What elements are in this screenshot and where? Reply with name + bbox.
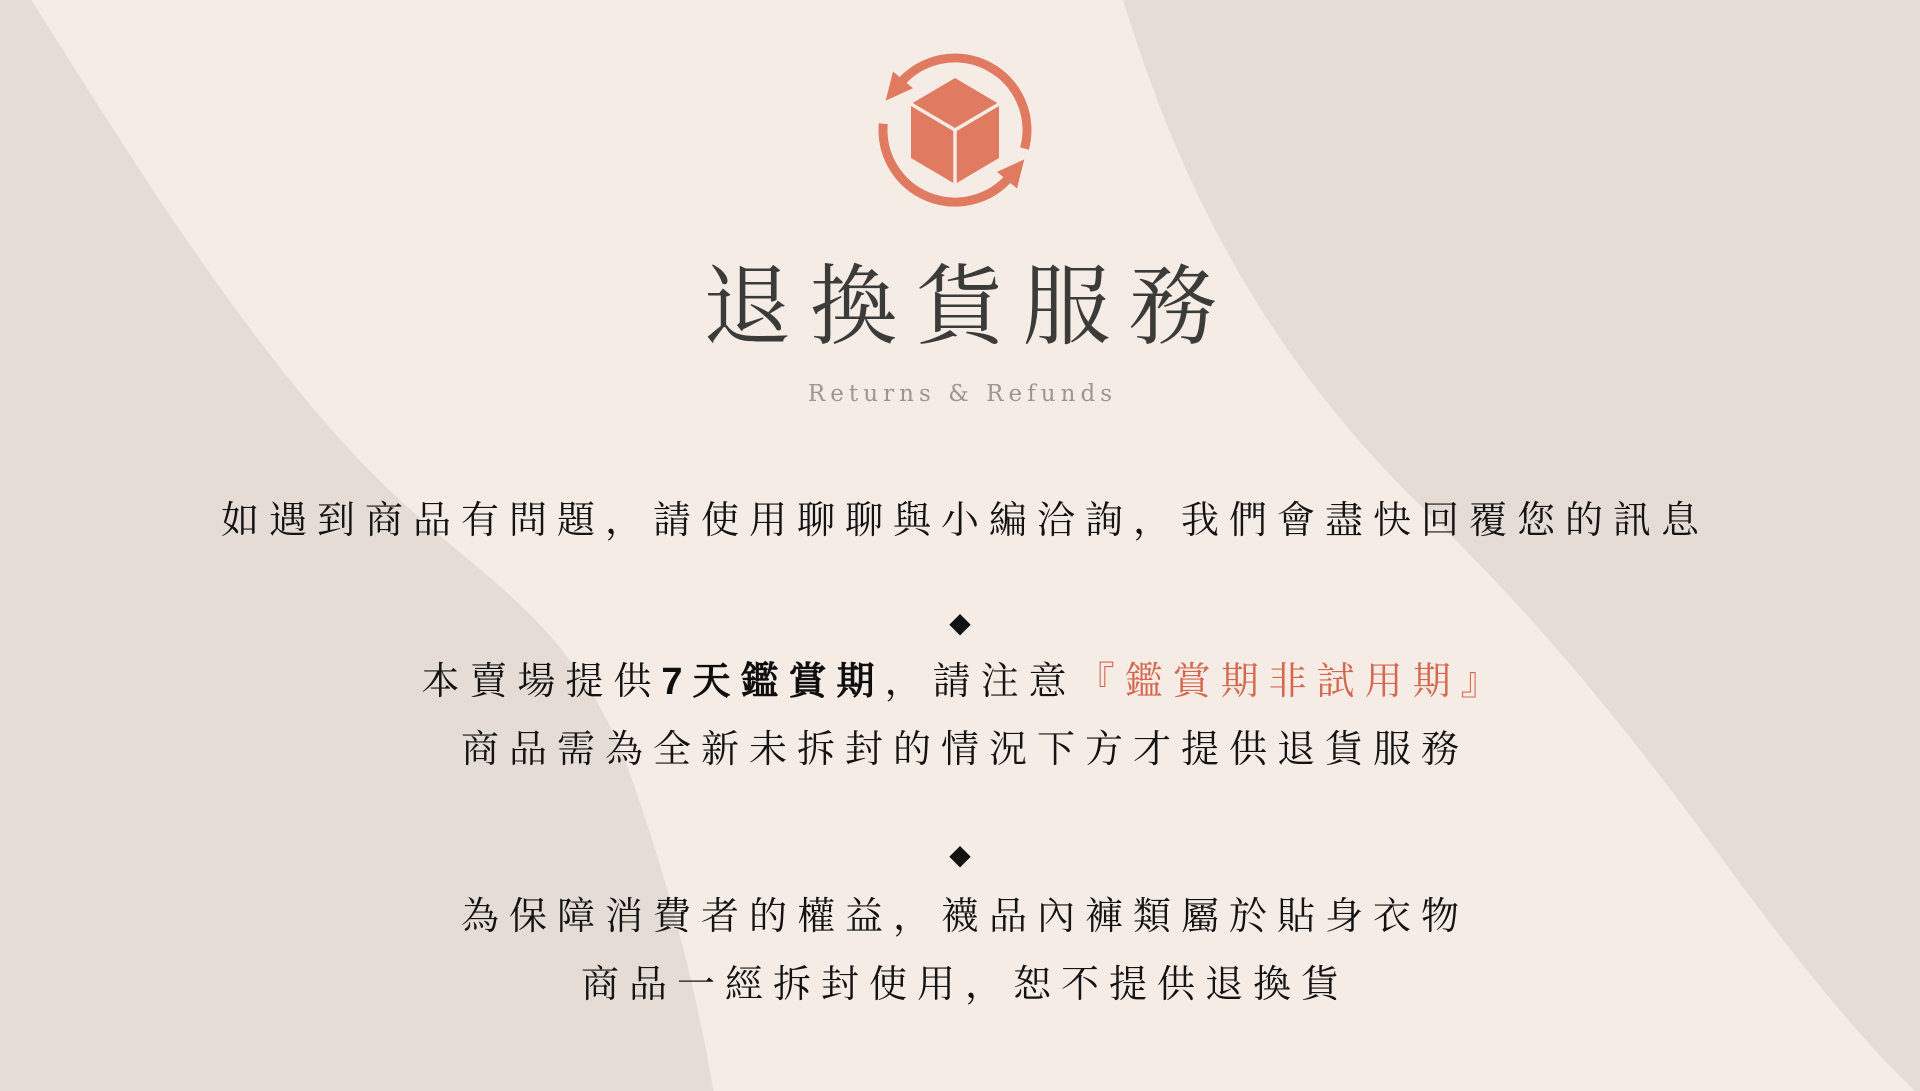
page-title: 退換貨服務 — [703, 257, 1236, 356]
page-subtitle: Returns & Refunds — [807, 381, 1118, 407]
inspection-mid: ，請注意 — [884, 661, 1077, 703]
intimate-line-1: 為保障消費者的權益，襪品內褲類屬於貼身衣物 — [460, 896, 1469, 938]
inspection-line-1 — [421, 661, 1508, 703]
notice-inspection-period — [0, 648, 1920, 784]
diamond-divider: ◆ — [949, 607, 971, 638]
intimate-line-2: 商品一經拆封使用，恕不提供退換貨 — [580, 964, 1349, 1006]
inspection-bold-7days: 7天鑑賞期 — [661, 661, 885, 703]
inspection-line-2: 商品需為全新未拆封的情況下方才提供退貨服務 — [460, 729, 1469, 771]
notice-intimate-items — [0, 883, 1920, 1019]
notice-contact-line: 如遇到商品有問題，請使用聊聊與小編洽詢，我們會盡快回覆您的訊息 — [220, 500, 1709, 542]
package-return-cycle-icon — [870, 45, 1040, 215]
inspection-highlight: 『鑑賞期非試用期』 — [1076, 661, 1509, 703]
diamond-divider: ◆ — [949, 839, 971, 870]
parcel-cube — [911, 78, 999, 184]
inspection-prefix: 本賣場提供 — [421, 661, 662, 703]
